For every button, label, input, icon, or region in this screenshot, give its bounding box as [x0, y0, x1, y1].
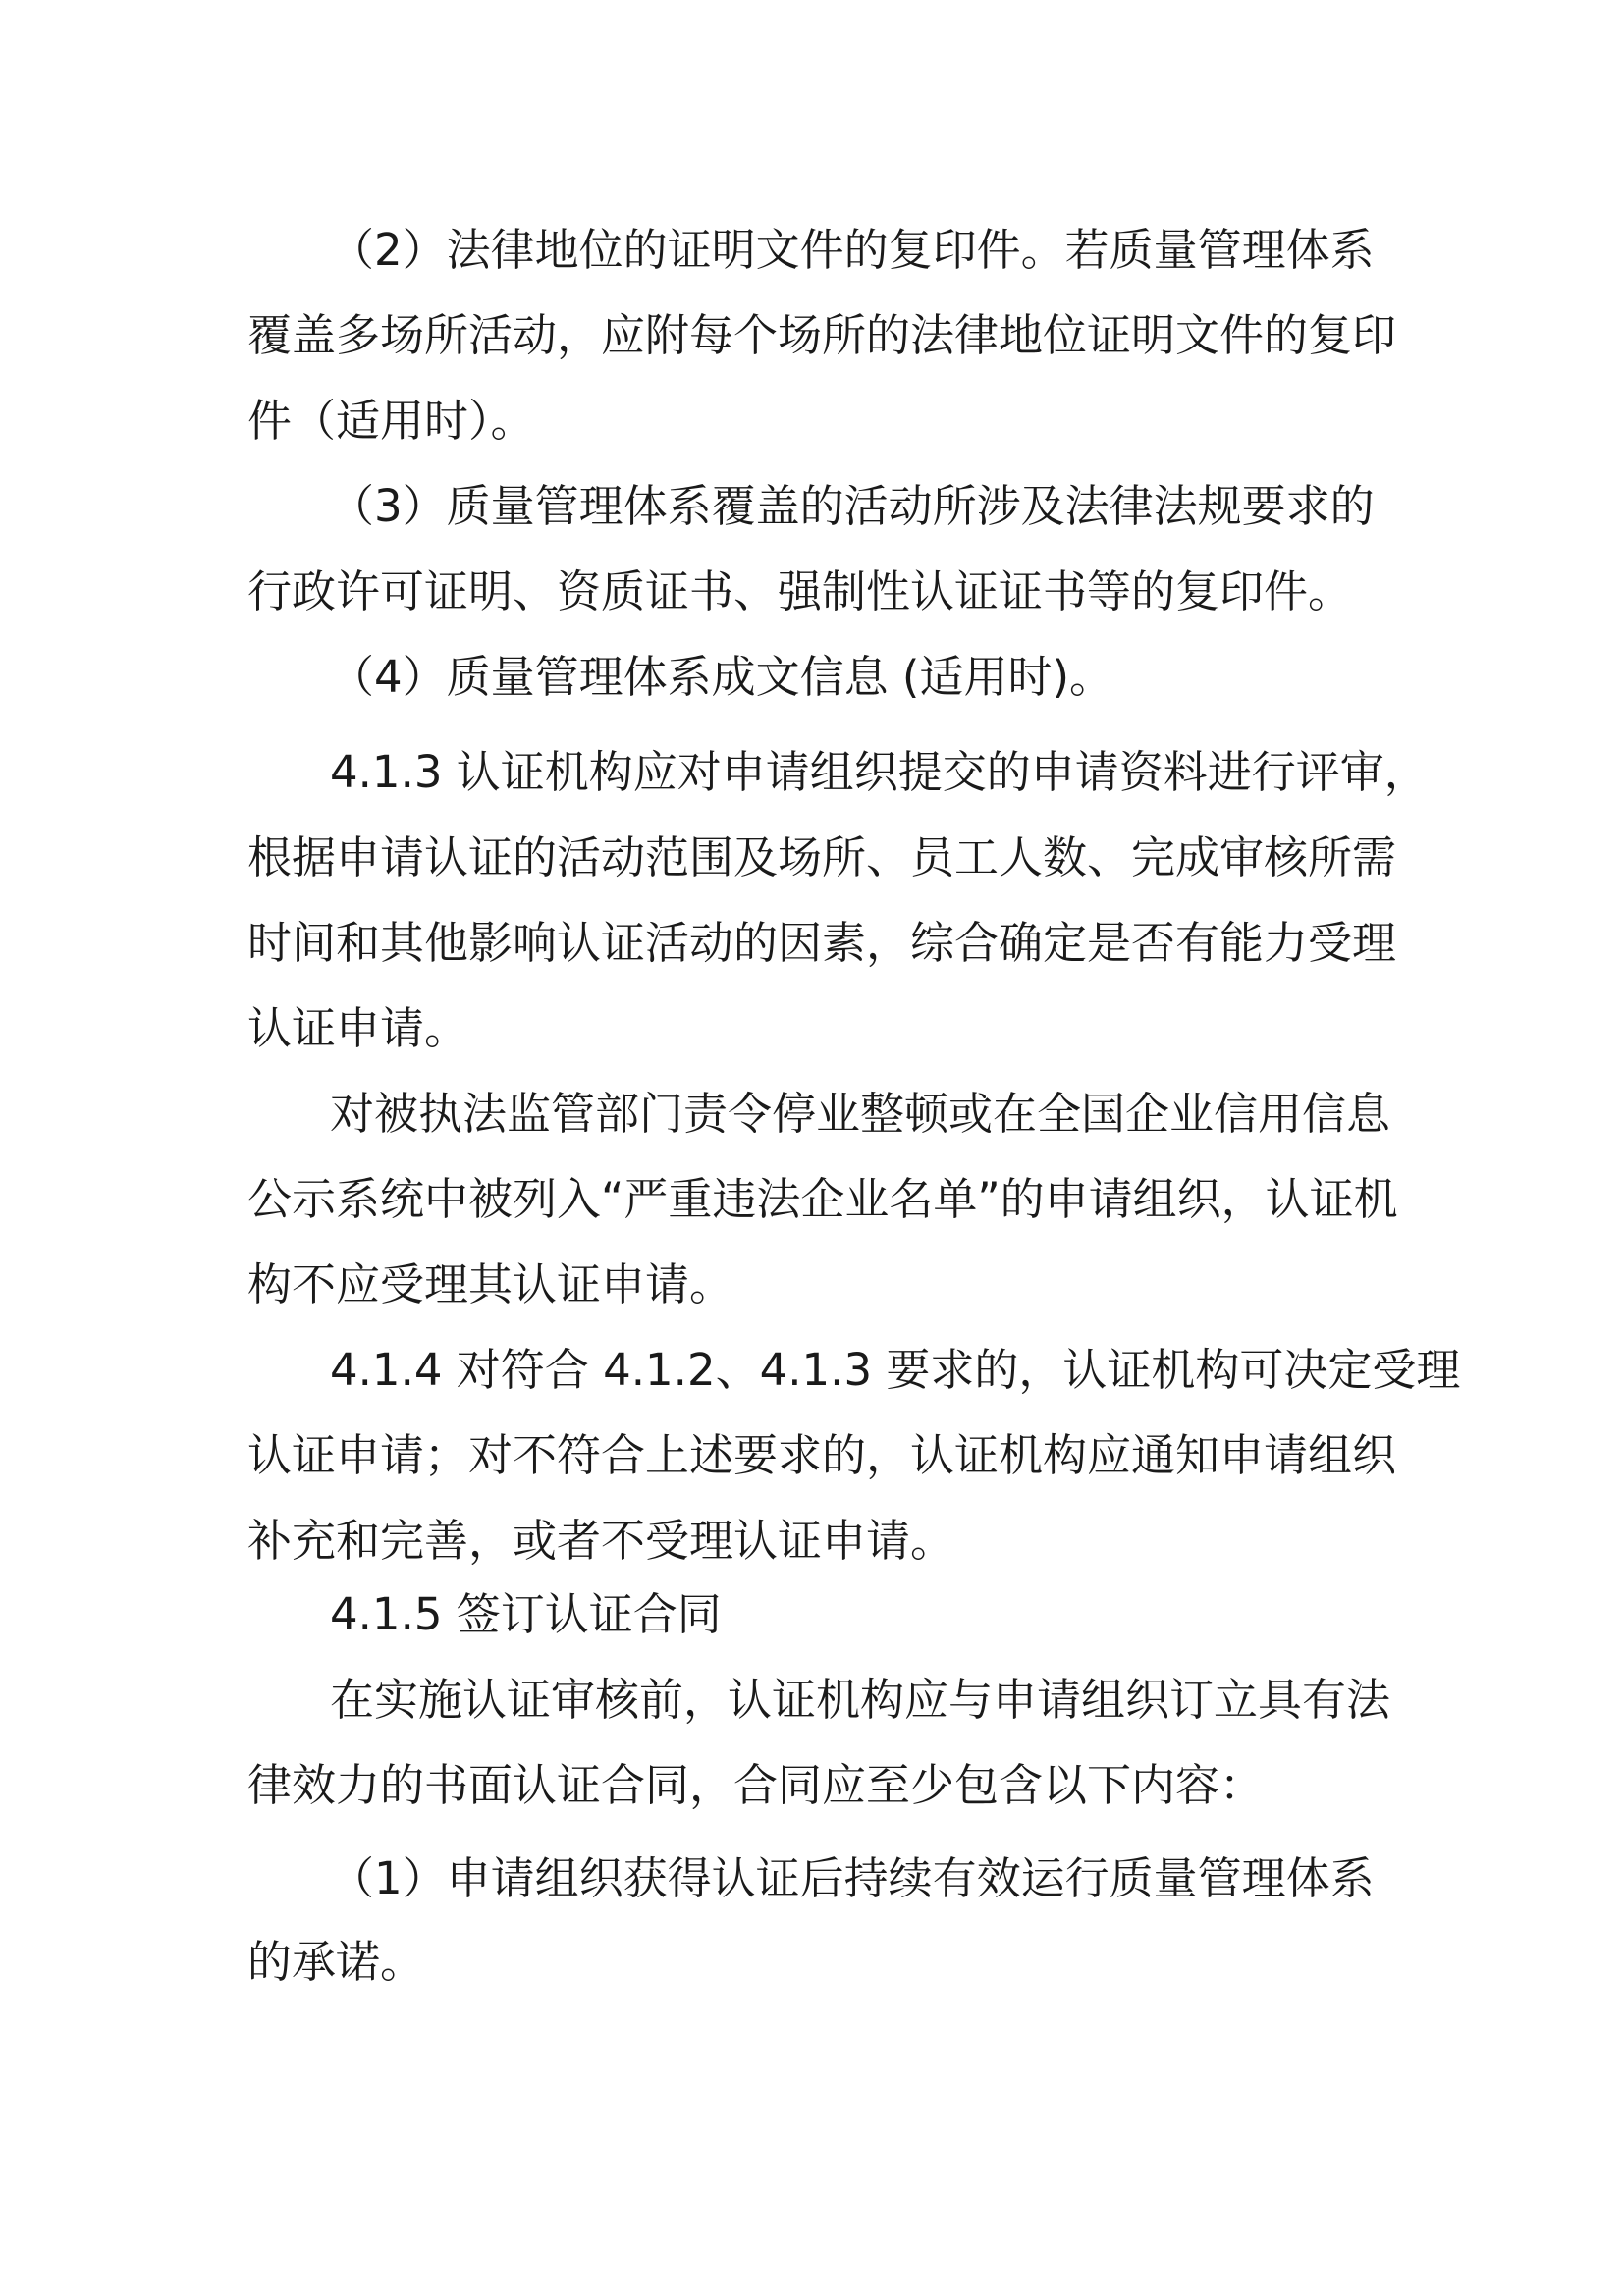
text-line: 件（适用时）。: [247, 395, 535, 447]
text-line: 覆盖多场所活动，应附每个场所的法律地位证明文件的复印: [247, 309, 1397, 361]
text-line: （2）法律地位的证明文件的复印件。若质量管理体系: [330, 224, 1375, 276]
text-line: 4.1.4 对符合 4.1.2、4.1.3 要求的，认证机构可决定受理: [330, 1344, 1461, 1396]
text-line: （4）质量管理体系成文信息 (适用时)。: [330, 651, 1114, 703]
text-line: 根据申请认证的活动范围及场所、员工人数、完成审核所需: [247, 831, 1397, 883]
text-line: 对被执法监管部门责令停业整顿或在全国企业信用信息: [330, 1088, 1391, 1140]
text-line: 认证申请。: [247, 1002, 469, 1054]
text-line: 补充和完善，或者不受理认证申请。: [247, 1515, 955, 1567]
text-line: 律效力的书面认证合同，合同应至少包含以下内容：: [247, 1759, 1265, 1811]
text-line: 行政许可证明、资质证书、强制性认证证书等的复印件。: [247, 565, 1353, 617]
text-line: 4.1.3 认证机构应对申请组织提交的申请资料进行评审，: [330, 746, 1429, 798]
text-line: （1）申请组织获得认证后持续有效运行质量管理体系: [330, 1852, 1375, 1904]
text-line: （3）质量管理体系覆盖的活动所涉及法律法规要求的: [330, 480, 1375, 532]
text-line: 的承诺。: [247, 1936, 425, 1988]
text-line: 4.1.5 签订认证合同: [330, 1588, 722, 1640]
text-line: 构不应受理其认证申请。: [247, 1258, 734, 1310]
text-line: 在实施认证审核前，认证机构应与申请组织订立具有法: [330, 1674, 1391, 1726]
text-line: 认证申请；对不符合上述要求的，认证机构应通知申请组织: [247, 1429, 1397, 1481]
text-line: 公示系统中被列入“严重违法企业名单”的申请组织，认证机: [247, 1173, 1398, 1225]
text-line: 时间和其他影响认证活动的因素，综合确定是否有能力受理: [247, 917, 1397, 969]
